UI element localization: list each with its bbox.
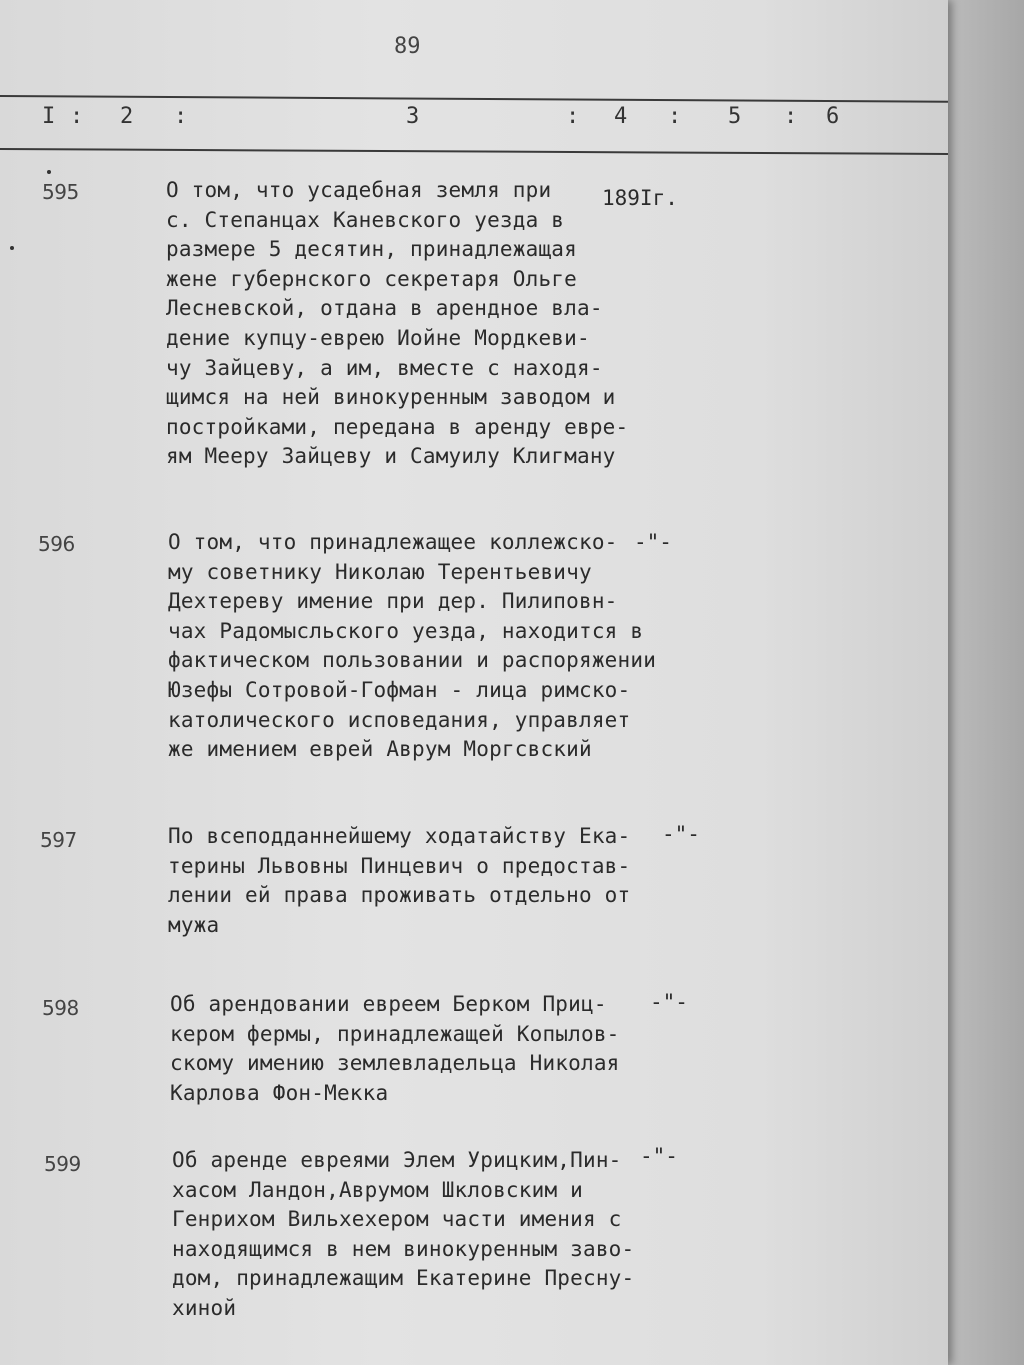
column-header-6: 6 xyxy=(826,104,840,129)
ink-dot xyxy=(47,170,51,174)
header-rule-bottom xyxy=(0,148,948,155)
entry-description-598: Об арендовании евреем Берком Приц- кером фермы, принадлежащей Копылов- скому имению землевладельца Николая Карлова Фон-Мекка xyxy=(170,992,620,1105)
entry-number-596: 596 xyxy=(38,532,75,556)
entry-date-596: -"- xyxy=(634,530,672,554)
column-separator: : xyxy=(174,104,188,129)
header-rule-top xyxy=(0,95,948,103)
column-header-4: 4 xyxy=(614,104,628,129)
underlying-page xyxy=(940,0,1024,1365)
column-header-1: I xyxy=(42,104,56,129)
entry-number-598: 598 xyxy=(42,996,79,1020)
column-header-5: 5 xyxy=(728,104,742,129)
page-number: 89 xyxy=(394,34,421,59)
column-separator: : xyxy=(668,104,682,129)
entry-date-595: 189Iг. xyxy=(602,186,678,210)
entry-number-597: 597 xyxy=(40,828,77,852)
entry-description-595: О том, что усадебная земля при с. Степанцах Каневского уезда в размере 5 десятин, принадлежащая жене губернского секретаря Ольге Лесневской, отдана в арендное вла- дение купцу-еврею Иойне Мордкеви- чу Зайцеву, а им, вместе с находя- щимся на ней винокуренным заводом и постройками, передана в аренду евре- ям Мееру Зайцеву и Самуилу Клигману xyxy=(166,178,629,469)
column-separator: : xyxy=(70,104,84,129)
entry-description-596: О том, что принадлежащее коллежско- му советнику Николаю Терентьевичу Дехтереву имение при дер. Пилиповн- чах Радомысльского уезда, находится в фактическом пользовании и распоряжении Юзефы Сотровой-Гофман - лица римско- католического исповедания, управляет же имением еврей Аврум Моргсвский xyxy=(168,530,657,762)
entry-date-598: -"- xyxy=(650,990,688,1014)
entry-date-599: -"- xyxy=(640,1144,678,1168)
column-header-2: 2 xyxy=(120,104,134,129)
ink-dot xyxy=(10,246,14,250)
column-separator: : xyxy=(784,104,798,129)
entry-description-597: По всеподданнейшему ходатайству Ека- терины Львовны Пинцевич о предостав- лении ей права проживать отдельно от мужа xyxy=(168,824,631,937)
entry-description-599: Об аренде евреями Элем Урицким,Пин- хасом Ландон,Аврумом Шкловским и Генрихом Вильхехером части имения с находящимся в нем винокуренным заво- дом, принадлежащим Екатерине Пресну- хиной xyxy=(172,1148,635,1320)
column-separator: : xyxy=(566,104,580,129)
entry-number-599: 599 xyxy=(44,1152,81,1176)
entry-number-595: 595 xyxy=(42,180,79,204)
entry-date-597: -"- xyxy=(662,822,700,846)
column-header-3: 3 xyxy=(406,104,420,129)
